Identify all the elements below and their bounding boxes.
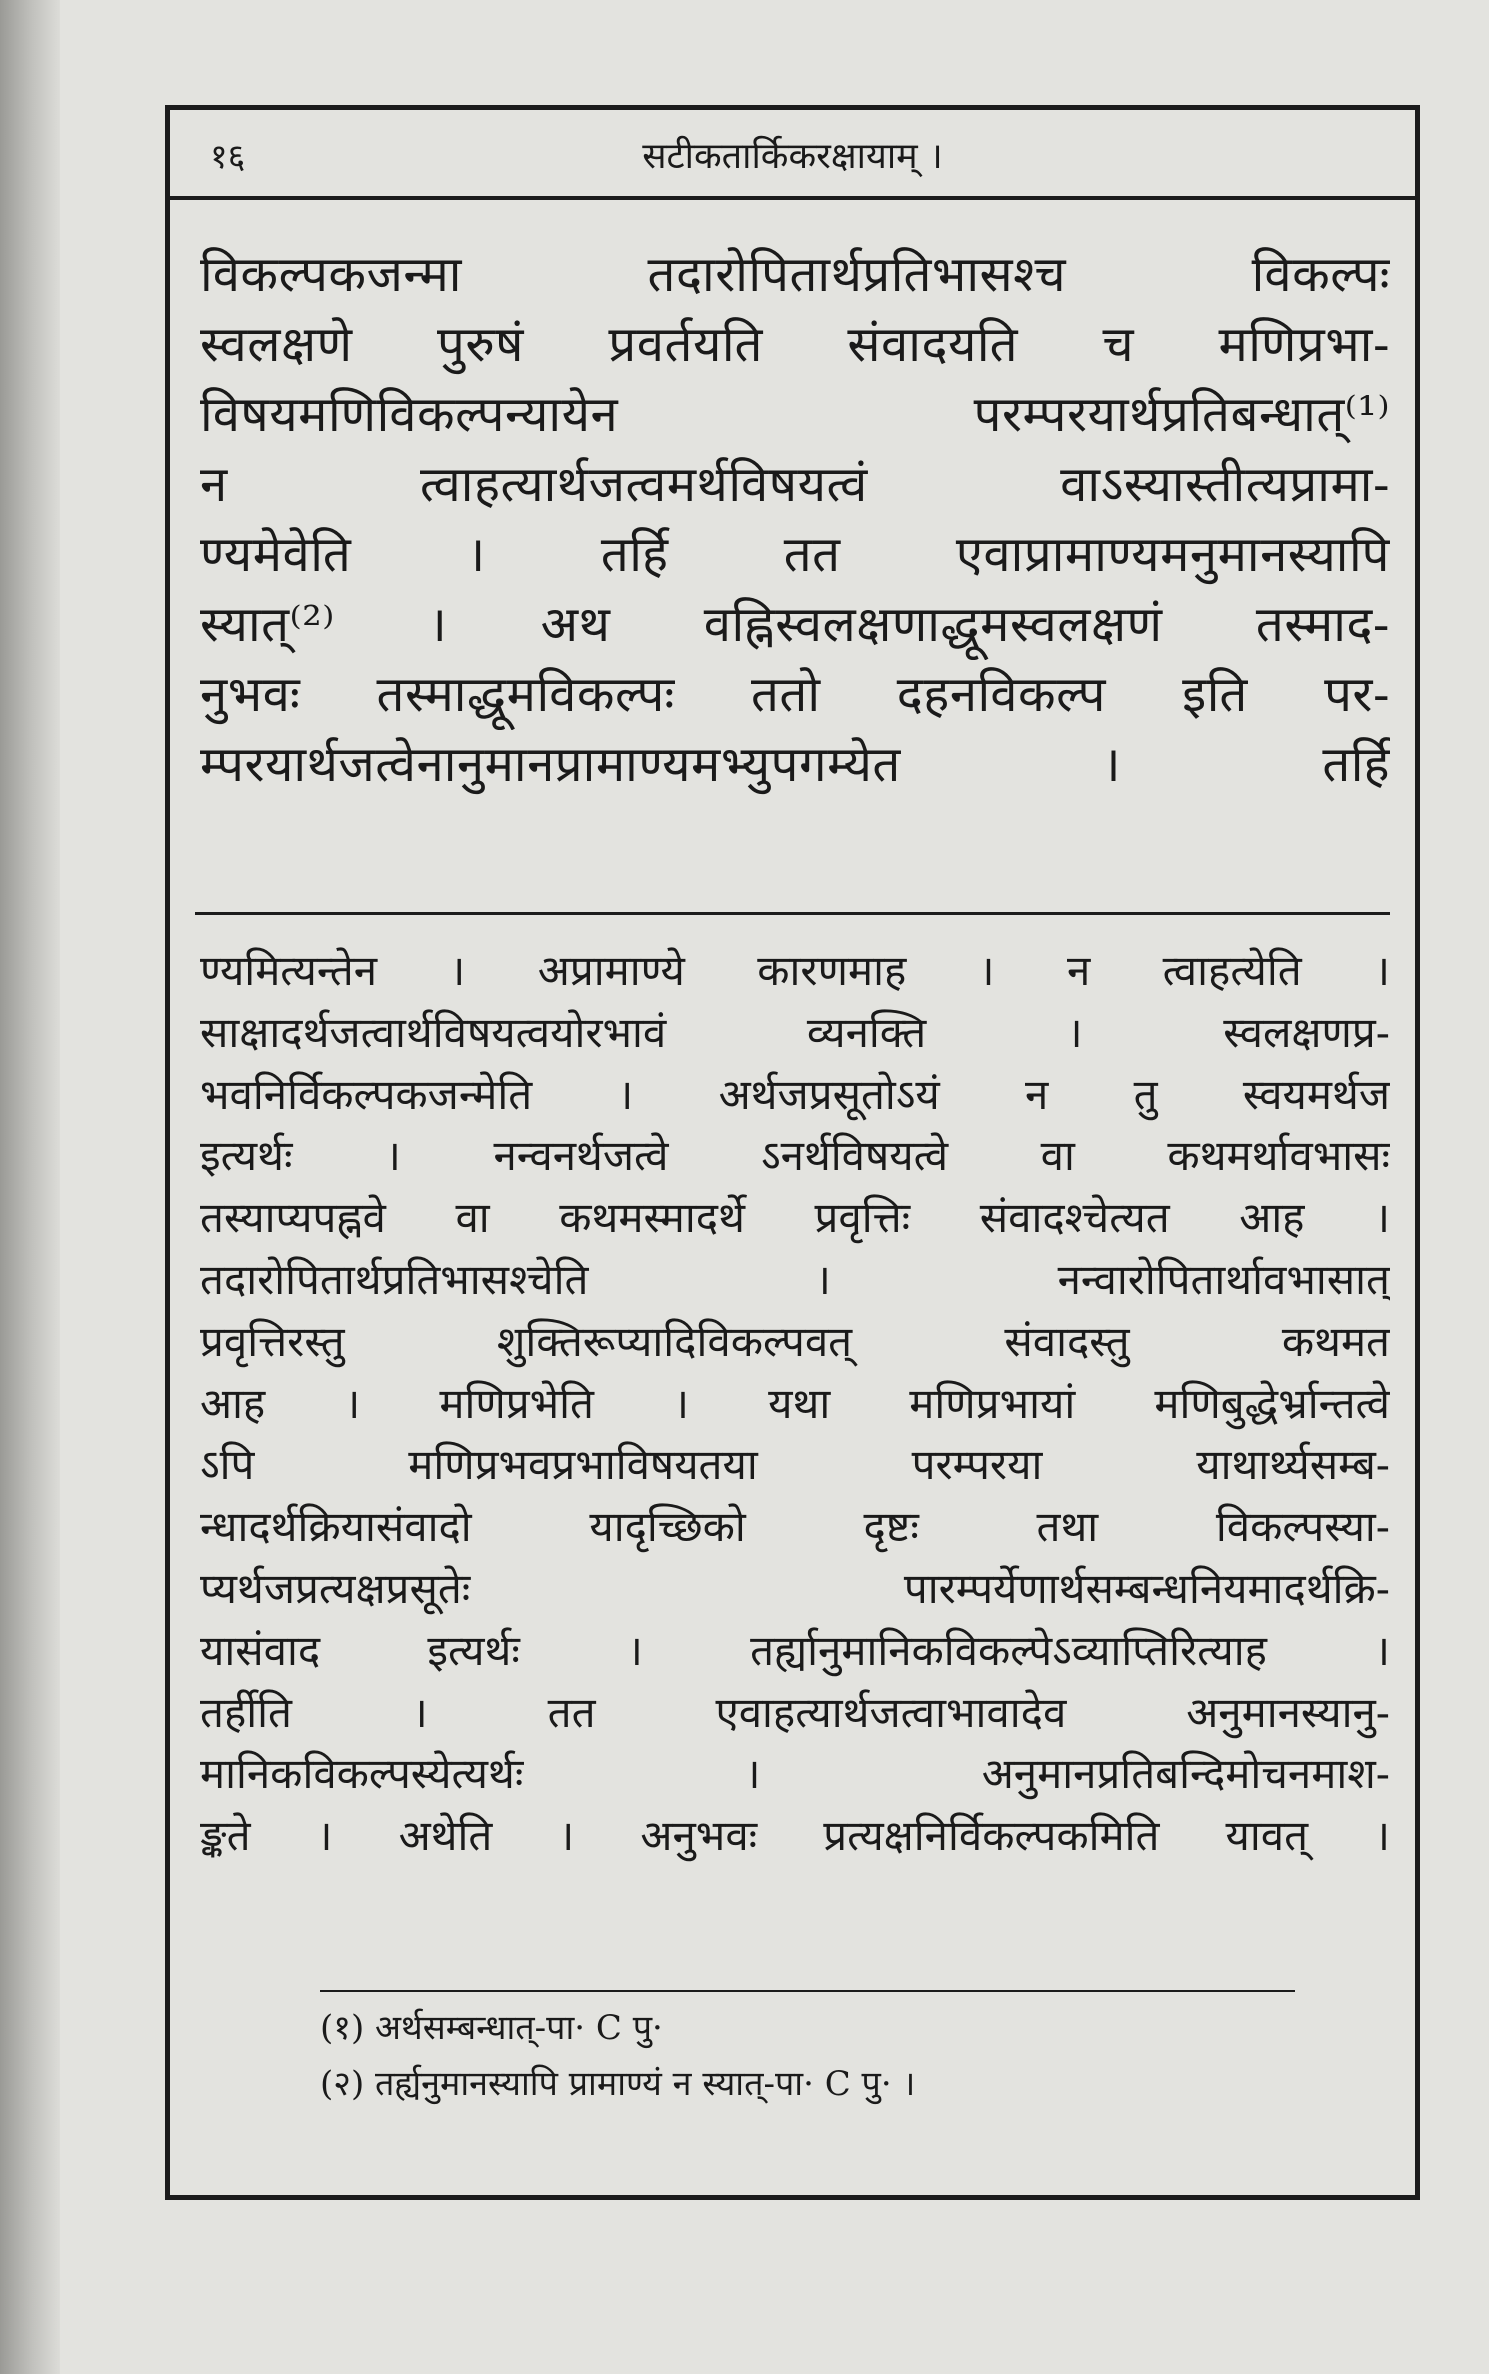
commentary-line: प्रवृत्तिरस्तु शुक्तिरूप्यादिविकल्पवत् संवादस्तु कथमत	[200, 1316, 1390, 1366]
footnote: (२) तर्ह्यनुमानस्यापि प्रामाण्यं न स्यात्-पा· C पु· ।	[320, 2064, 916, 2104]
commentary-line: न्धादर्थक्रियासंवादो यादृच्छिको दृष्टः तथा विकल्पस्या-	[200, 1502, 1390, 1552]
commentary-block	[200, 940, 1390, 1867]
commentary-line: साक्षादर्थजत्वार्थविषयत्वयोरभावं व्यनक्ति । स्वलक्षणप्र-	[200, 1007, 1390, 1057]
commentary-line: प्यर्थजप्रत्यक्षप्रसूतेः पारम्पर्येणार्थसम्बन्धनियमादर्थक्रि-	[200, 1563, 1390, 1613]
commentary-line: ङ्कते । अथेति । अनुभवः प्रत्यक्षनिर्विकल्पकमिति यावत् ।	[200, 1811, 1390, 1861]
text-frame	[165, 105, 1420, 2200]
commentary-line: मानिकविकल्पस्येत्यर्थः । अनुमानप्रतिबन्दिमोचनमाश-	[200, 1749, 1390, 1799]
main-text-line: स्यात्⁽²⁾ । अथ वह्निस्वलक्षणाद्धूमस्वलक्षणं तस्माद-	[200, 596, 1390, 653]
footnote: (१) अर्थसम्बन्धात्-पा· C पु·	[320, 2008, 663, 2048]
main-text-line: स्वलक्षणे पुरुषं प्रवर्तयति संवादयति च मणिप्रभा-	[200, 316, 1390, 373]
commentary-line: तस्याप्यपह्नवे वा कथमस्मादर्थे प्रवृत्तिः संवादश्चेत्यत आह ।	[200, 1193, 1390, 1243]
commentary-line: तदारोपितार्थप्रतिभासश्चेति । नन्वारोपितार्थावभासात्	[200, 1254, 1390, 1304]
footnote-divider	[320, 1990, 1295, 1992]
commentary-line: ण्यमित्यन्तेन । अप्रामाण्ये कारणमाह । न त्वाहत्येति ।	[200, 946, 1390, 995]
commentary-line: इत्यर्थः । नन्वनर्थजत्वे ऽनर्थविषयत्वे वा कथमर्थावभासः	[200, 1131, 1390, 1181]
main-text-line: विषयमणिविकल्पन्यायेन परम्परयार्थप्रतिबन्धात्⁽¹⁾	[200, 386, 1390, 443]
commentary-line: यासंवाद इत्यर्थः । तर्ह्यानुमानिकविकल्पेऽव्याप्तिरित्याह ।	[200, 1625, 1390, 1675]
main-text-line: नुभवः तस्माद्धूमविकल्पः ततो दहनविकल्प इति पर-	[200, 666, 1390, 723]
page-header	[170, 110, 1415, 200]
commentary-line: तर्हीति । तत एवाहत्यार्थजत्वाभावादेव अनुमानस्यानु-	[200, 1687, 1390, 1737]
main-text-block	[200, 240, 1390, 800]
main-text-line: ण्यमेवेति । तर्हि तत एवाप्रामाण्यमनुमानस्यापि	[200, 526, 1390, 583]
running-title: सटीकतार्किकरक्षायाम् ।	[642, 136, 943, 177]
main-text-line: विकल्पकजन्मा तदारोपितार्थप्रतिभासश्च विकल्पः	[200, 246, 1390, 303]
commentary-line: आह । मणिप्रभेति । यथा मणिप्रभायां मणिबुद्धेर्भ्रान्तत्वे	[200, 1378, 1390, 1428]
section-divider	[195, 912, 1390, 915]
commentary-line: ऽपि मणिप्रभवप्रभाविषयतया परम्परया याथार्थ्यसम्ब-	[200, 1440, 1390, 1490]
main-text-line: म्परयार्थजत्वेनानुमानप्रामाण्यमभ्युपगम्येत । तर्हि	[200, 736, 1390, 793]
page-spine-shadow	[0, 0, 60, 2374]
main-text-line: न त्वाहत्यार्थजत्वमर्थविषयत्वं वाऽस्यास्तीत्यप्रामा-	[200, 456, 1390, 513]
commentary-line: भवनिर्विकल्पकजन्मेति । अर्थजप्रसूतोऽयं न तु स्वयमर्थज	[200, 1069, 1390, 1119]
page-number: १६	[210, 137, 246, 177]
footnotes-block	[320, 2000, 1320, 2112]
